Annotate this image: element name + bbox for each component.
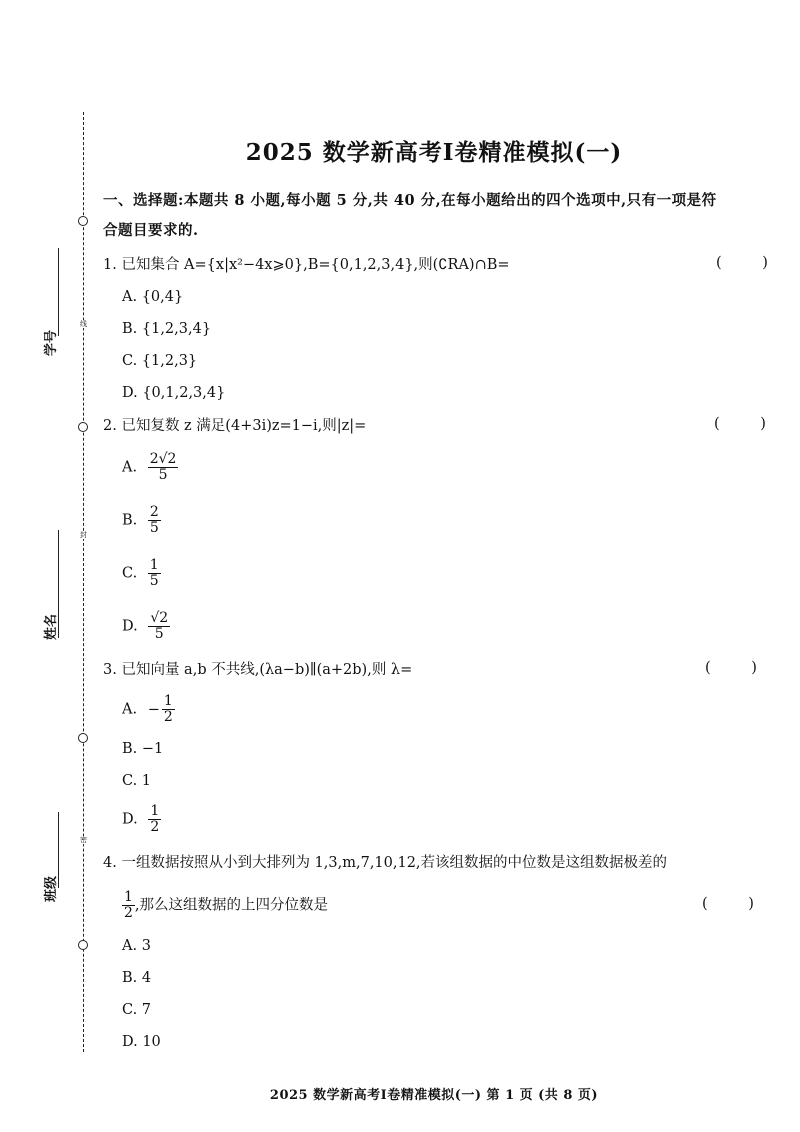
fraction xyxy=(148,505,161,536)
margin-mark-seal: 封 xyxy=(80,531,87,539)
fraction-numerator: 1 xyxy=(149,557,159,573)
margin-mark-line: 线 xyxy=(80,320,87,328)
student-id-rule xyxy=(58,248,59,336)
question-4-stem-line1 xyxy=(103,853,667,873)
option-text: 4 xyxy=(141,970,152,986)
question-text: 已知复数 z 满足(4+3i)z=1−i,则|z|= xyxy=(121,418,367,434)
question-2-option-d[interactable] xyxy=(122,611,170,642)
question-1-option-a[interactable] xyxy=(122,287,183,307)
fraction-denominator: 2 xyxy=(163,709,173,725)
fraction-numerator: 1 xyxy=(163,693,173,709)
question-number: 4. xyxy=(103,855,117,871)
option-label: C. xyxy=(122,565,138,582)
answer-paren[interactable]: ( ) xyxy=(716,255,786,271)
question-text: ,那么这组数据的上四分位数是 xyxy=(134,897,329,914)
option-label: D. xyxy=(122,811,138,828)
section-heading-line1: 一、选择题:本题共 8 小题,每小题 5 分,共 40 分,在每小题给出的四个选项中,只有一项是符 xyxy=(103,192,717,209)
name-label: 姓名 xyxy=(44,613,59,640)
fraction-numerator: 2 xyxy=(149,504,159,520)
option-label: B. xyxy=(122,512,138,529)
question-number: 3. xyxy=(103,662,117,678)
question-text: 一组数据按照从小到大排列为 1,3,m,7,10,12,若该组数据的中位数是这组数据极差的 xyxy=(121,855,668,871)
binding-hole xyxy=(78,422,88,432)
fraction-denominator: 5 xyxy=(158,467,168,483)
question-3-stem xyxy=(103,660,412,680)
question-3-option-a[interactable] xyxy=(122,694,175,725)
fraction-denominator: 2 xyxy=(150,819,160,835)
fraction xyxy=(148,611,170,642)
option-text: {0,1,2,3,4} xyxy=(142,385,226,401)
option-text: 3 xyxy=(141,938,151,954)
question-3-option-b[interactable] xyxy=(122,739,163,759)
option-text: 10 xyxy=(142,1034,161,1050)
question-2-option-c[interactable] xyxy=(122,558,161,589)
fraction xyxy=(122,890,135,921)
fraction xyxy=(162,694,175,725)
option-text: 7 xyxy=(141,1002,152,1018)
option-label: B. xyxy=(122,321,138,337)
question-2-stem xyxy=(103,416,366,436)
question-4-option-d[interactable] xyxy=(122,1032,161,1052)
fraction xyxy=(148,558,161,589)
option-label: D. xyxy=(122,1034,138,1050)
question-3-option-c[interactable] xyxy=(122,771,151,791)
binding-hole xyxy=(78,733,88,743)
option-text: −1 xyxy=(141,741,164,757)
fraction-numerator: 1 xyxy=(124,889,133,905)
option-label: B. xyxy=(122,741,138,757)
option-label: A. xyxy=(122,938,138,954)
option-text: {1,2,3} xyxy=(141,353,198,369)
fraction-denominator: 2 xyxy=(124,905,133,921)
question-2-option-b[interactable] xyxy=(122,505,161,536)
fraction-numerator: 2√2 xyxy=(149,451,177,467)
answer-paren[interactable]: ( ) xyxy=(705,660,775,676)
option-label: A. xyxy=(122,459,138,476)
question-number: 2. xyxy=(103,418,117,434)
question-1-option-d[interactable] xyxy=(122,383,225,403)
option-label: D. xyxy=(122,385,138,401)
option-label: C. xyxy=(122,1002,138,1018)
section-heading xyxy=(103,186,768,246)
option-text: {1,2,3,4} xyxy=(141,321,212,337)
option-label: D. xyxy=(122,618,138,635)
binding-dashed-line xyxy=(83,112,84,1052)
class-label: 班级 xyxy=(44,875,59,902)
question-4-option-a[interactable] xyxy=(122,936,151,956)
section-heading-line2: 合题目要求的. xyxy=(103,222,199,239)
question-number: 1. xyxy=(103,257,117,273)
fraction xyxy=(148,452,179,483)
fraction-denominator: 5 xyxy=(149,520,159,536)
question-3-option-d[interactable] xyxy=(122,804,161,835)
student-id-label: 学号 xyxy=(44,329,59,356)
question-1-option-c[interactable] xyxy=(122,351,197,371)
negative-sign: − xyxy=(147,701,160,718)
fraction xyxy=(148,804,161,835)
margin-mark-close: 密 xyxy=(80,836,87,844)
question-text: 已知集合 A={x|x²−4x⩾0},B={0,1,2,3,4},则(∁RA)∩B= xyxy=(121,257,510,273)
option-label: A. xyxy=(122,289,138,305)
option-label: A. xyxy=(122,701,138,718)
binding-hole xyxy=(78,216,88,226)
fraction-numerator: √2 xyxy=(150,610,169,626)
fraction-denominator: 5 xyxy=(149,573,159,589)
option-text: {0,4} xyxy=(141,289,184,305)
question-4-option-c[interactable] xyxy=(122,1000,151,1020)
question-1-option-b[interactable] xyxy=(122,319,211,339)
answer-paren[interactable]: ( ) xyxy=(702,896,772,912)
question-2-option-a[interactable] xyxy=(122,452,178,483)
answer-paren[interactable]: ( ) xyxy=(714,416,784,432)
option-label: B. xyxy=(122,970,138,986)
fraction-denominator: 5 xyxy=(154,626,164,642)
question-1-stem xyxy=(103,255,510,275)
question-text: 已知向量 a,b 不共线,(λa−b)∥(a+2b),则 λ= xyxy=(121,662,413,678)
page-title: 2025 数学新高考Ⅰ卷精准模拟(一) xyxy=(245,139,623,166)
page-footer: 2025 数学新高考Ⅰ卷精准模拟(一) 第 1 页 (共 8 页) xyxy=(269,1088,599,1103)
option-text: 1 xyxy=(141,773,152,789)
binding-hole xyxy=(78,940,88,950)
option-label: C. xyxy=(122,773,138,789)
option-label: C. xyxy=(122,353,138,369)
fraction-numerator: 1 xyxy=(150,803,160,819)
question-4-option-b[interactable] xyxy=(122,968,151,988)
question-4-stem-line2 xyxy=(122,890,328,921)
